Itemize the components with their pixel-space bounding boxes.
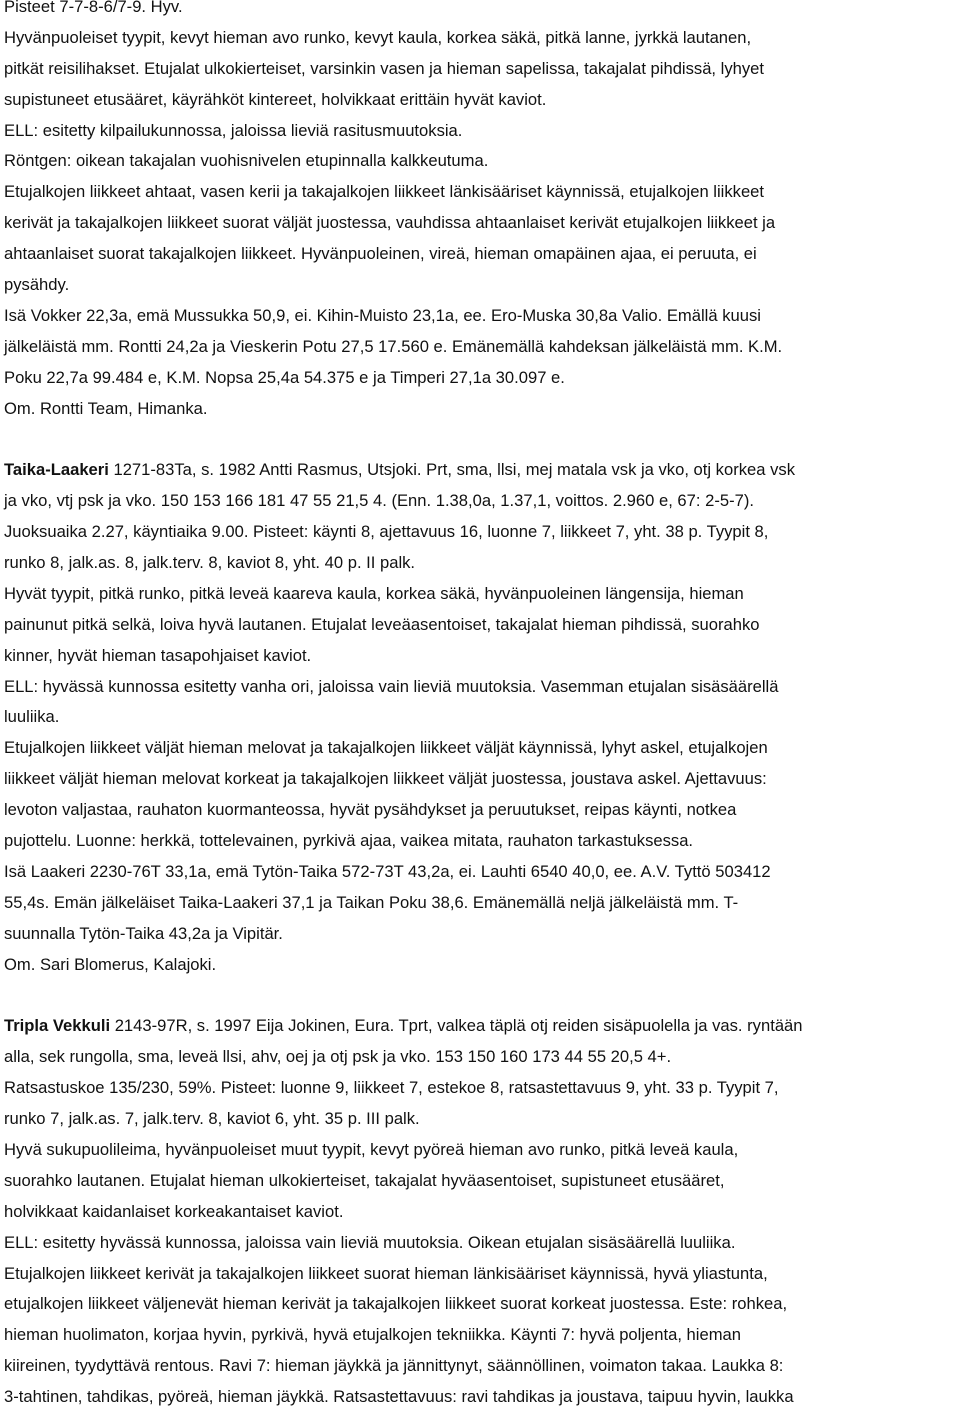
paragraph-gap <box>4 981 956 1012</box>
text-line: suunnalla Tytön-Taika 43,2a ja Vipitär. <box>4 923 283 943</box>
text-line: levoton valjastaa, rauhaton kuormanteossa, hyvät pysähdykset ja peruutukset, reipas käynti, notkea <box>4 800 737 820</box>
text-line: Om. Rontti Team, Himanka. <box>4 398 208 418</box>
text-line: luuliika. <box>4 707 60 727</box>
text-line: liikkeet väljät hieman melovat korkeat ja takajalkojen liikkeet väljät juostessa, joustava askel. Ajettavuus: <box>4 769 767 789</box>
text-line: 3-tahtinen, tahdikas, pyöreä, hieman jäykkä. Ratsastettavuus: ravi tahdikas ja joustava, taipuu hyvin, laukka <box>4 1387 794 1407</box>
text-line: Pisteet 7-7-8-6/7-9. Hyv. <box>4 0 183 16</box>
text-line: pitkät reisilihakset. Etujalat ulkokierteiset, varsinkin vasen ja hieman sapelissa, takajalat pihdissä, lyhyet <box>4 58 764 78</box>
text-line: ELL: esitetty kilpailukunnossa, jaloissa lieviä rasitusmuutoksia. <box>4 120 463 140</box>
text-line: Juoksuaika 2.27, käyntiaika 9.00. Pisteet: käynti 8, ajettavuus 16, luonne 7, liikkeet 7, yht. 38 p. Tyypit 8, <box>4 522 769 542</box>
text-line: ELL: esitetty hyvässä kunnossa, jaloissa vain lieviä muutoksia. Oikean etujalan sisäsäärellä luuliika. <box>4 1232 736 1252</box>
text-line: ahtaanlaiset suorat takajalkojen liikkeet. Hyvänpuoleinen, vireä, hieman omapäinen ajaa, ei peruuta, ei <box>4 244 757 264</box>
document-page <box>4 0 956 1413</box>
entry-heading-line <box>4 455 956 486</box>
text-line: Isä Laakeri 2230-76T 33,1a, emä Tytön-Taika 572-73T 43,2a, ei. Lauhti 6540 40,0, ee. A.V. Tyttö 503412 <box>4 861 771 881</box>
text-line: kinner, hyvät hieman tasapohjaiset kaviot. <box>4 645 312 665</box>
text-line: hieman huolimaton, korjaa hyvin, pyrkivä, hyvä etujalkojen tekniikka. Käynti 7: hyvä poljenta, hieman <box>4 1325 741 1345</box>
text-line: runko 7, jalk.as. 7, jalk.terv. 8, kaviot 6, yht. 35 p. III palk. <box>4 1109 420 1129</box>
text-line: ja vko, vtj psk ja vko. 150 153 166 181 47 55 21,5 4. (Enn. 1.38,0a, 1.37,1, voittos. 2.960 e, 67: 2-5-7). <box>4 491 754 511</box>
horse-name: Tripla Vekkuli <box>4 1016 111 1036</box>
horse-name: Taika-Laakeri <box>4 460 109 480</box>
text-line: jälkeläistä mm. Rontti 24,2a ja Vieskerin Potu 27,5 17.560 e. Emänemällä kahdeksan jälkeläistä mm. K.M. <box>4 336 783 356</box>
text-line: Hyvänpuoleiset tyypit, kevyt hieman avo runko, kevyt kaula, korkea säkä, pitkä lanne, jyrkkä lautanen, <box>4 27 752 47</box>
text-line: ELL: hyvässä kunnossa esitetty vanha ori, jaloissa vain lieviä muutoksia. Vasemman etujalan sisäsäärellä <box>4 676 779 696</box>
text-line: Röntgen: oikean takajalan vuohisnivelen etupinnalla kalkkeutuma. <box>4 151 489 171</box>
text-line: etujalkojen liikkeet väljenevät hieman kerivät ja takajalkojen liikkeet suorat korkeat juostessa. Este: rohkea, <box>4 1294 788 1314</box>
text-line: kiireinen, tyydyttävä rentous. Ravi 7: hieman jäykkä ja jännittynyt, säännöllinen, voimaton takaa. Laukka 8: <box>4 1356 784 1376</box>
entry-heading-line <box>4 1011 956 1042</box>
text-line: pujottelu. Luonne: herkkä, tottelevainen, pyrkivä ajaa, vaikea mitata, rauhaton tarkastuksessa. <box>4 831 694 851</box>
text-line: Ratsastuskoe 135/230, 59%. Pisteet: luonne 9, liikkeet 7, estekoe 8, ratsastettavuus 9, yht. 33 p. Tyypit 7, <box>4 1078 779 1098</box>
text-line: Etujalkojen liikkeet kerivät ja takajalkojen liikkeet suorat hieman länkisääriset käynnissä, hyvä yliastunta, <box>4 1263 768 1283</box>
text-line: pysähdy. <box>4 275 70 295</box>
text-line: holvikkaat kaidanlaiset korkeakantaiset kaviot. <box>4 1201 344 1221</box>
text-line: kerivät ja takajalkojen liikkeet suorat väljät juostessa, vauhdissa ahtaanlaiset kerivät etujalkojen liikkeet ja <box>4 213 776 233</box>
text-line: 55,4s. Emän jälkeläiset Taika-Laakeri 37,1 ja Taikan Poku 38,6. Emänemällä neljä jälkeläistä mm. T- <box>4 892 739 912</box>
text-line: Poku 22,7a 99.484 e, K.M. Nopsa 25,4a 54.375 e ja Timperi 27,1a 30.097 e. <box>4 367 565 387</box>
text-line: Etujalkojen liikkeet väljät hieman melovat ja takajalkojen liikkeet väljät käynnissä, lyhyt askel, etujalkojen <box>4 738 768 758</box>
text-line: Isä Vokker 22,3a, emä Mussukka 50,9, ei. Kihin-Muisto 23,1a, ee. Ero-Muska 30,8a Valio. Emällä kuusi <box>4 305 761 325</box>
text-line: Hyvät tyypit, pitkä runko, pitkä leveä kaareva kaula, korkea säkä, hyvänpuoleinen längensija, hieman <box>4 583 744 603</box>
text-line: alla, sek rungolla, sma, leveä llsi, ahv, oej ja otj psk ja vko. 153 150 160 173 44 55 20,5 4+. <box>4 1047 672 1067</box>
text-line: runko 8, jalk.as. 8, jalk.terv. 8, kaviot 8, yht. 40 p. II palk. <box>4 553 416 573</box>
text-line: painunut pitkä selkä, loiva hyvä lautanen. Etujalat leveäasentoiset, takajalat hieman pihdissä, suorahko <box>4 614 760 634</box>
text-line: Etujalkojen liikkeet ahtaat, vasen kerii ja takajalkojen liikkeet länkisääriset käynnissä, etujalkojen liikkeet <box>4 182 765 202</box>
entry-details: 1271-83Ta, s. 1982 Antti Rasmus, Utsjoki. Prt, sma, llsi, mej matala vsk ja vko, otj korkea vsk <box>108 460 795 480</box>
text-line: Hyvä sukupuolileima, hyvänpuoleiset muut tyypit, kevyt pyöreä hieman avo runko, pitkä leveä kaula, <box>4 1139 739 1159</box>
text-line: Om. Sari Blomerus, Kalajoki. <box>4 954 217 974</box>
text-line: suorahko lautanen. Etujalat hieman ulkokierteiset, takajalat hyväasentoiset, supistuneet etusääret, <box>4 1170 725 1190</box>
entry-details: 2143-97R, s. 1997 Eija Jokinen, Eura. Tprt, valkea täplä otj reiden sisäpuolella ja vas. ryntään <box>110 1016 803 1036</box>
paragraph-gap <box>4 424 956 455</box>
text-line: supistuneet etusääret, käyrähköt kintereet, holvikkaat erittäin hyvät kaviot. <box>4 89 547 109</box>
